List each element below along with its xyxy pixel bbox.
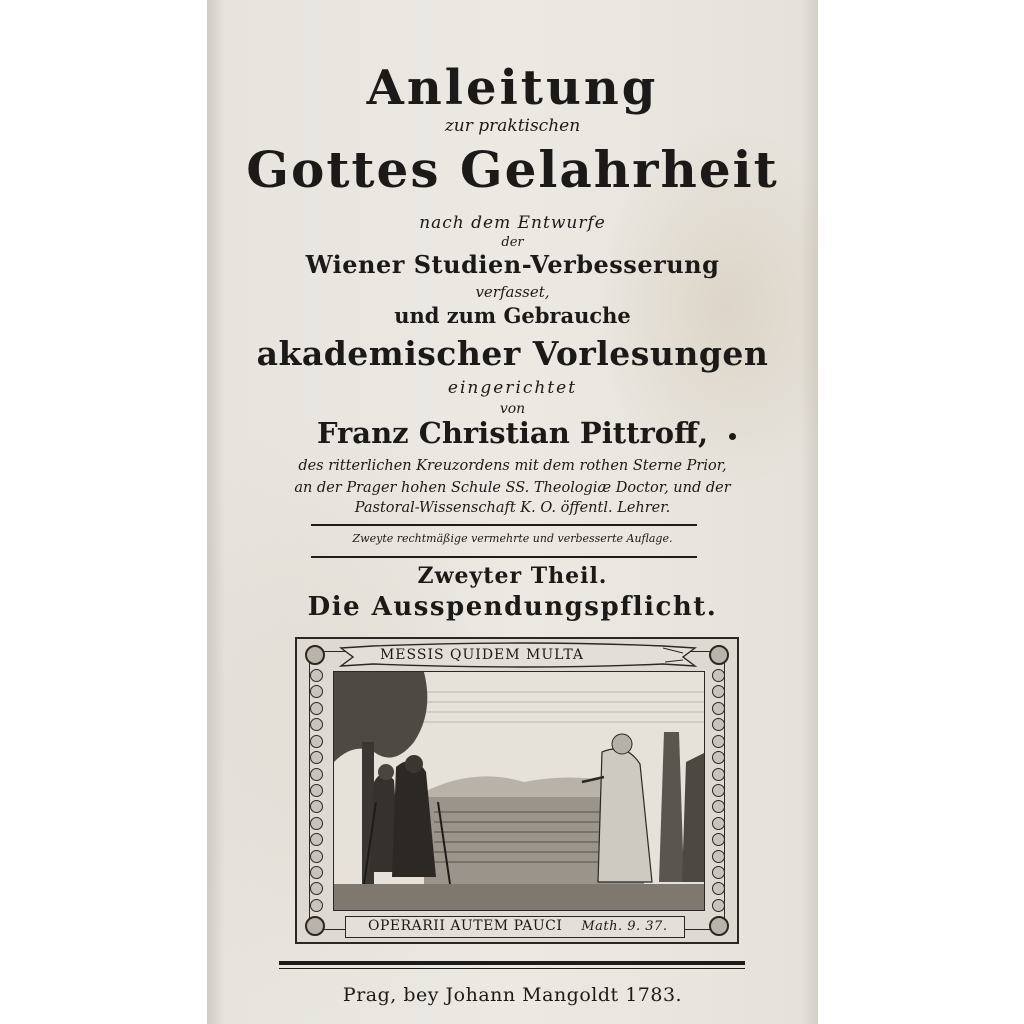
motto-bottom xyxy=(345,916,685,938)
title-line-akademischer-vorlesungen: akademischer Vorlesungen xyxy=(256,334,769,373)
title-line-verfasset: verfasset, xyxy=(475,283,550,301)
bead-border-left xyxy=(306,669,326,912)
bead-border-right xyxy=(708,669,728,912)
affiliation-line-1: des ritterlichen Kreuzordens mit dem rothen Sterne Prior, xyxy=(298,458,727,474)
title-line-wiener-studien: Wiener Studien-Verbesserung xyxy=(305,250,720,279)
bible-citation: Math. 9. 37. xyxy=(581,919,668,934)
part-title: Die Ausspendungspflicht. xyxy=(307,592,718,622)
motto-top: MESSIS QUIDEM MULTA xyxy=(379,647,585,663)
corner-ornament-bottom-left xyxy=(305,916,325,936)
title-page xyxy=(207,0,818,1024)
imprint-rule-thick xyxy=(279,961,745,965)
title-line-zur-praktischen: zur praktischen xyxy=(444,116,581,136)
corner-ornament-top-right xyxy=(709,645,729,665)
ink-dot xyxy=(729,433,736,440)
part-number: Zweyter Theil. xyxy=(417,563,608,589)
author-name: Franz Christian Pittroff, xyxy=(316,416,709,450)
title-line-und-zum-gebrauche: und zum Gebrauche xyxy=(394,303,631,328)
title-line-nach-dem-entwurfe: nach dem Entwurfe xyxy=(419,213,606,233)
divider-rule-2 xyxy=(311,556,697,558)
corner-ornament-top-left xyxy=(305,645,325,665)
affiliation-line-2: an der Prager hohen Schule SS. Theologiæ Doctor, und der xyxy=(294,480,731,496)
motto-bottom-text: OPERARII AUTEM PAUCI xyxy=(368,918,563,934)
title-line-gottes-gelahrheit: Gottes Gelahrheit xyxy=(246,140,779,199)
imprint-rule-thin xyxy=(279,968,745,969)
corner-ornament-bottom-right xyxy=(709,916,729,936)
engraving-plate xyxy=(295,637,739,944)
divider-rule-1 xyxy=(311,524,697,526)
edition-note: Zweyte rechtmäßige vermehrte und verbesserte Auflage. xyxy=(352,532,673,545)
affiliation-line-3: Pastoral-Wissenschaft K. O. öffentl. Lehrer. xyxy=(354,500,671,516)
title-line-von: von xyxy=(499,401,526,417)
harvest-scene-illustration xyxy=(334,672,705,911)
engraving-scene xyxy=(333,671,705,911)
imprint: Prag, bey Johann Mangoldt 1783. xyxy=(342,984,683,1006)
title-line-der: der xyxy=(501,235,524,250)
title-line-eingerichtet: eingerichtet xyxy=(447,378,578,398)
title-line-anleitung: Anleitung xyxy=(366,60,659,116)
